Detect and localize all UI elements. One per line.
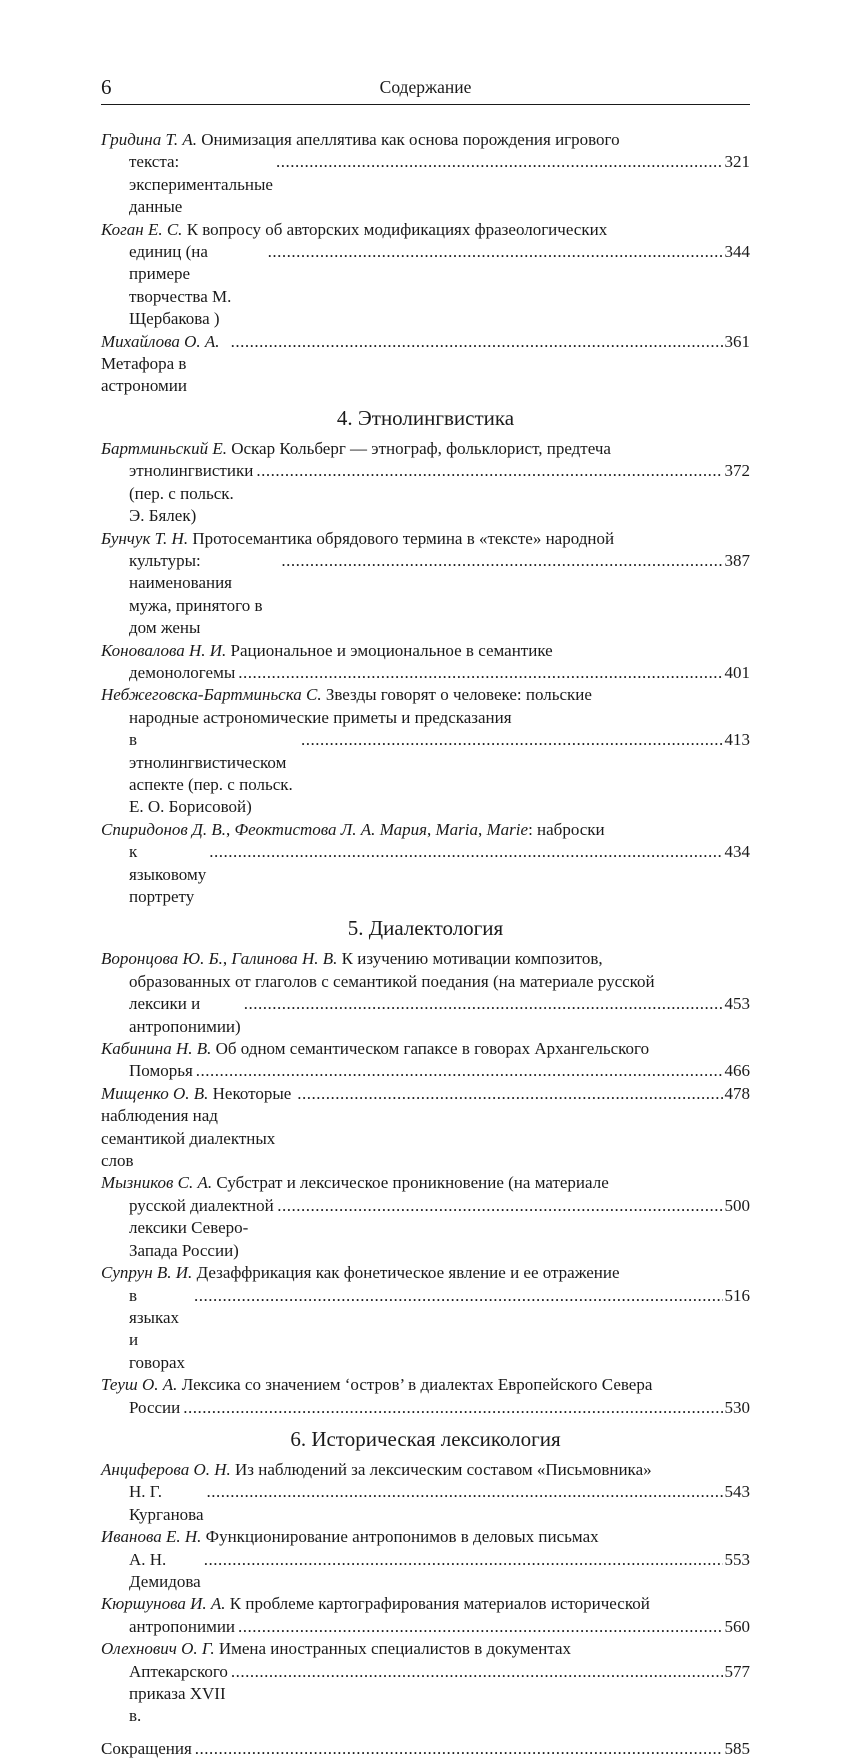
entry-text: Кабинина Н. В. Об одном семантическом гапаксе в говорах Архангельского <box>101 1039 650 1059</box>
toc-entry <box>101 1593 750 1638</box>
entry-line <box>101 640 750 662</box>
entry-author: Бартминьский Е. <box>101 438 227 458</box>
dot-leader <box>256 460 722 482</box>
section-title: 4. Этнолингвистика <box>336 405 515 430</box>
dot-leader <box>277 1195 722 1217</box>
entry-page: 344 <box>724 242 750 262</box>
entry-text: Мызников С. А. Субстрат и лексическое проникновение (на материале <box>101 1173 609 1193</box>
entry-author: Олехнович О. Г. <box>101 1639 215 1659</box>
dot-leader <box>268 241 723 263</box>
section-title: 5. Диалектология <box>347 916 504 941</box>
toc-entry <box>101 1262 750 1374</box>
toc-entry <box>101 640 750 685</box>
entry-line <box>101 1526 750 1548</box>
entry-line <box>101 993 750 1038</box>
entry-text: к языковому портрету <box>129 842 207 906</box>
entry-line <box>101 1172 750 1194</box>
dot-leader <box>194 1285 723 1307</box>
toc-entry <box>101 684 750 818</box>
entry-line <box>101 151 750 218</box>
entry-author: Иванова Е. Н. <box>101 1527 202 1547</box>
entry-line <box>101 550 750 640</box>
dot-leader <box>238 662 722 684</box>
entry-line <box>101 841 750 908</box>
entry-text: единиц (на примере творчества М. Щербакова ) <box>129 242 232 329</box>
entry-author: Галинова Н. В. <box>231 949 338 969</box>
dot-leader <box>204 1549 723 1571</box>
dot-leader <box>231 1661 723 1683</box>
entry-author: Теуш О. А. <box>101 1375 178 1395</box>
toc-entry <box>101 438 750 528</box>
entry-text: Воронцова Ю. Б., Галинова Н. В. К изучению мотивации композитов, <box>101 949 603 969</box>
dot-leader <box>301 729 723 751</box>
entry-text: Спиридонов Д. В., Феоктистова Л. А. Мария, Maria, Marie: наброски <box>101 819 605 839</box>
entry-text: Небжеговска-Бартминьска С. Звезды говорят о человеке: польские <box>101 685 592 705</box>
dot-leader <box>238 1616 722 1638</box>
entry-page: 321 <box>724 152 750 172</box>
entry-line <box>101 460 750 527</box>
entry-line <box>101 1060 750 1082</box>
toc-entry <box>101 1374 750 1419</box>
entry-text: Аптекарского приказа XVII в. <box>129 1661 228 1726</box>
entry-line <box>101 819 750 841</box>
entry-author: Мызников С. А. <box>101 1173 213 1193</box>
entry-text: Бартминьский Е. Оскар Кольберг — этнограф, фольклорист, предтеча <box>101 438 611 458</box>
entry-text: Поморья <box>129 1061 193 1081</box>
entry-text: этнолингвистики (пер. с польск. Э. Бялек) <box>129 461 254 526</box>
toc-entry <box>101 1638 750 1728</box>
entry-text: А. Н. Демидова <box>129 1549 201 1591</box>
entry-text: России <box>129 1397 181 1417</box>
entry-text: лексики и антропонимии) <box>129 994 241 1036</box>
entry-text: Н. Г. Курганова <box>129 1482 204 1524</box>
entry-text: Сокращения <box>101 1738 192 1758</box>
dot-leader <box>207 1481 723 1503</box>
toc-entry <box>101 819 750 909</box>
entry-author: Феоктистова Л. А. <box>234 819 376 839</box>
dot-leader <box>209 841 722 863</box>
entry-page: 478 <box>724 1083 750 1103</box>
entry-author: Спиридонов Д. В. <box>101 819 226 839</box>
entry-page: 466 <box>724 1061 750 1081</box>
toc-entry <box>101 219 750 331</box>
entry-line <box>101 707 750 729</box>
entry-line <box>101 1593 750 1615</box>
entry-line <box>101 1549 750 1594</box>
running-title: Содержание <box>379 77 472 97</box>
entry-text: Мищенко О. В. Некоторые наблюдения над семантикой диалектных слов <box>101 1083 292 1171</box>
entry-page: 387 <box>724 550 750 570</box>
entry-page: 401 <box>724 662 750 682</box>
entry-page: 543 <box>724 1482 750 1502</box>
entry-text: Иванова Е. Н. Функционирование антропонимов в деловых письмах <box>101 1527 599 1547</box>
entry-line <box>101 1038 750 1060</box>
toc-entry <box>101 948 750 1038</box>
entry-text: русской диалектной лексики Северо-Запада России) <box>129 1195 274 1260</box>
dot-leader <box>195 1738 723 1760</box>
table-of-contents <box>101 129 750 1760</box>
entry-line <box>101 1262 750 1284</box>
dot-leader <box>244 993 723 1015</box>
spacer <box>101 1728 750 1738</box>
entry-page: 585 <box>724 1738 750 1758</box>
entry-text: Кюршунова И. А. К проблеме картографирования материалов исторической <box>101 1594 650 1614</box>
entry-text: народные астрономические приметы и предсказания <box>129 707 512 727</box>
entry-text: Супрун В. И. Дезаффрикация как фонетическое явление и ее отражение <box>101 1263 620 1283</box>
entry-line <box>101 1374 750 1396</box>
dot-leader <box>297 1083 722 1105</box>
entry-page: 372 <box>724 461 750 481</box>
entry-author: Воронцова Ю. Б. <box>101 949 223 969</box>
entry-line <box>101 1481 750 1526</box>
entry-page: 434 <box>724 842 750 862</box>
entry-line <box>101 729 750 819</box>
toc-entry <box>101 331 750 398</box>
entry-text: в этнолингвистическом аспекте (пер. с польск. Е. О. Борисовой) <box>129 730 293 817</box>
entry-page: 413 <box>724 730 750 750</box>
entry-page: 560 <box>724 1616 750 1636</box>
entry-author: Коновалова Н. И. <box>101 640 227 660</box>
dot-leader <box>183 1397 722 1419</box>
page-number: 6 <box>101 75 112 99</box>
toc-entry <box>101 1172 750 1262</box>
entry-text: Теуш О. А. Лексика со значением ‘остров’ в диалектах Европейского Севера <box>101 1375 653 1395</box>
entry-page: 500 <box>724 1195 750 1215</box>
entry-page: 530 <box>724 1397 750 1417</box>
toc-entry <box>101 528 750 640</box>
entry-page: 577 <box>724 1661 750 1681</box>
toc-entry <box>101 1526 750 1593</box>
toc-entry <box>101 1459 750 1526</box>
entry-line <box>101 1285 750 1375</box>
entry-text: в языках и говорах <box>129 1285 186 1372</box>
entry-author: Михайлова О. А. <box>101 331 220 351</box>
entry-line <box>101 241 750 331</box>
entry-page: 516 <box>724 1285 750 1305</box>
dot-leader <box>276 151 723 173</box>
entry-line <box>101 1638 750 1660</box>
entry-page: 361 <box>724 331 750 351</box>
entry-text: текста: экспериментальные данные <box>129 152 273 217</box>
entry-line <box>101 1661 750 1728</box>
dot-leader <box>281 550 722 572</box>
entry-author: Анциферова О. Н. <box>101 1459 231 1479</box>
entry-line <box>101 971 750 993</box>
entry-line <box>101 129 750 151</box>
dot-leader <box>231 331 723 353</box>
entry-text: Михайлова О. А. Метафора в астрономии <box>101 331 220 396</box>
dot-leader <box>196 1060 723 1082</box>
entry-author: Кюршунова И. А. <box>101 1594 226 1614</box>
entry-text: Анциферова О. Н. Из наблюдений за лексическим составом «Письмовника» <box>101 1459 652 1479</box>
entry-author: Гридина Т. А. <box>101 130 197 149</box>
entry-page: 453 <box>724 994 750 1014</box>
entry-text: Коновалова Н. И. Рациональное и эмоциональное в семантике <box>101 640 553 660</box>
entry-text: Бунчук Т. Н. Протосемантика обрядового термина в «тексте» народной <box>101 528 615 548</box>
toc-entry <box>101 1083 750 1173</box>
entry-page: 553 <box>724 1549 750 1569</box>
entry-line <box>101 1616 750 1638</box>
entry-text: Олехнович О. Г. Имена иностранных специалистов в документах <box>101 1639 572 1659</box>
entry-author: Супрун В. И. <box>101 1263 193 1283</box>
entry-text: демонологемы <box>129 662 236 682</box>
entry-line <box>101 528 750 550</box>
entry-text: образованных от глаголов с семантикой поедания (на материале русской <box>129 971 655 991</box>
entry-author: Небжеговска-Бартминьска С. <box>101 685 322 705</box>
entry-text: культуры: наименования мужа, принятого в дом жены <box>129 550 263 638</box>
entry-author: Бунчук Т. Н. <box>101 528 189 548</box>
toc-entry <box>101 1038 750 1083</box>
entry-line <box>101 219 750 241</box>
toc-entry-abbreviations <box>101 1738 750 1760</box>
entry-line <box>101 1397 750 1419</box>
entry-line <box>101 1195 750 1262</box>
entry-line <box>101 1738 750 1760</box>
section-title: 6. Историческая лексикология <box>290 1426 561 1451</box>
entry-line <box>101 662 750 684</box>
entry-author: Коган Е. С. <box>101 219 183 239</box>
toc-entry <box>101 129 750 219</box>
entry-author: Мищенко О. В. <box>101 1083 209 1103</box>
entry-line <box>101 1083 750 1173</box>
entry-line <box>101 438 750 460</box>
entry-text: антропонимии <box>129 1616 236 1636</box>
page-header <box>101 74 750 105</box>
entry-line <box>101 331 750 398</box>
entry-author: Кабинина Н. В. <box>101 1039 212 1059</box>
entry-line <box>101 948 750 970</box>
entry-text: Гридина Т. А. Онимизация апеллятива как основа порождения игрового <box>101 130 620 149</box>
entry-text: Коган Е. С. К вопросу об авторских модификациях фразеологических <box>101 219 608 239</box>
entry-line <box>101 684 750 706</box>
entry-line <box>101 1459 750 1481</box>
